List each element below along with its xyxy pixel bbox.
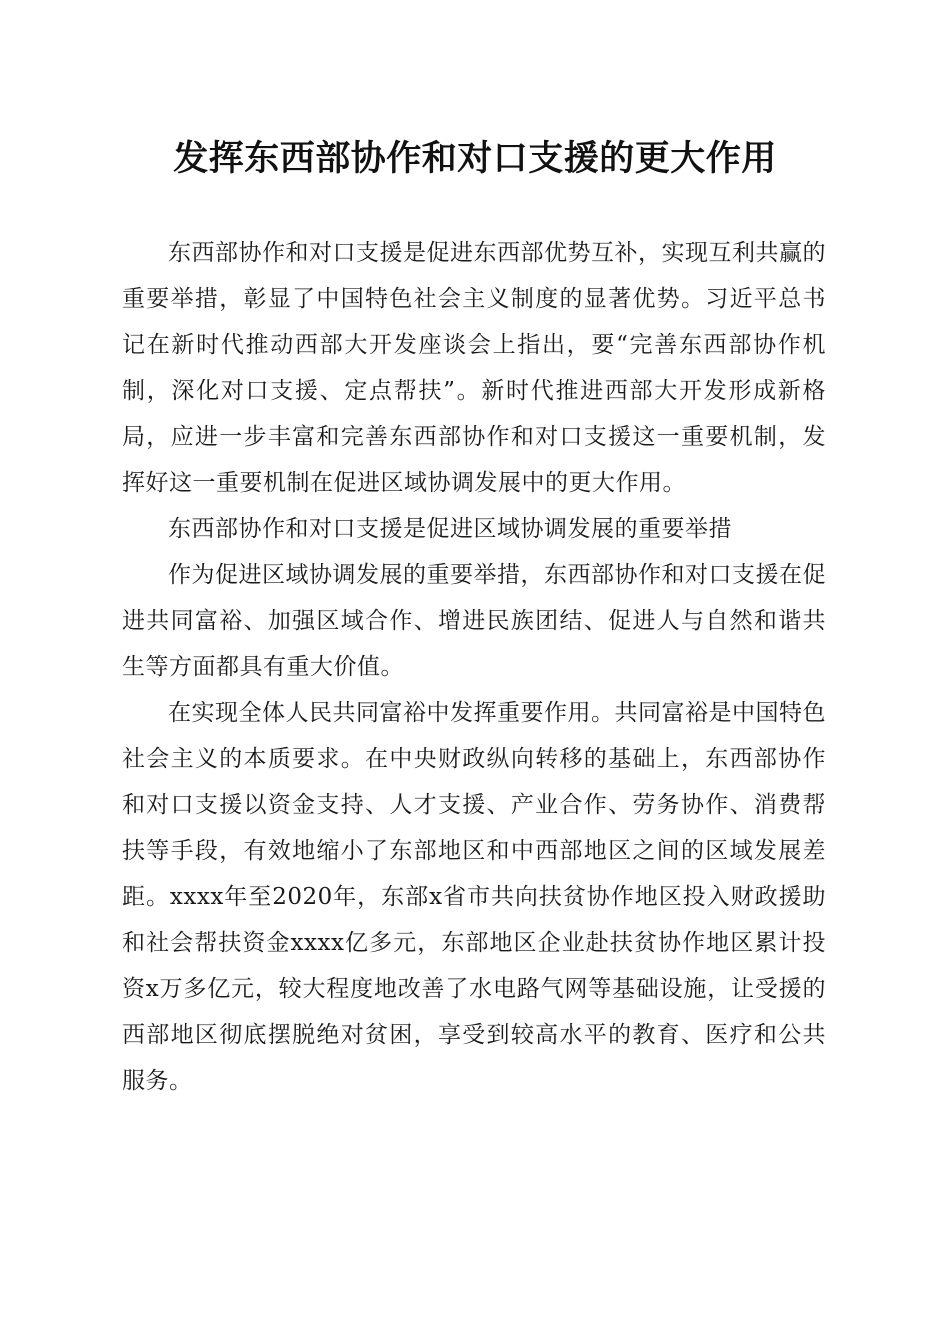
section-heading: 东西部协作和对口支援是促进区域协调发展的重要举措 — [168, 516, 732, 542]
paragraph-value: 作为促进区域协调发展的重要举措，东西部协作和对口支援在促进共同富裕、加强区域合作、增进民族团结、促进人与自然和谐共生等方面都具有重大价值。 — [122, 562, 826, 680]
paragraph-intro: 东西部协作和对口支援是促进东西部优势互补，实现互利共赢的重要举措，彰显了中国特色社会主义制度的显著优势。习近平总书记在新时代推动西部大开发座谈会上指出，要“完善东西部协作机制，深化对口支援、定点帮扶”。新时代推进西部大开发形成新格局，应进一步丰富和完善东西部协作和对口支援这一重要机制，发挥好这一重要机制在促进区域协调发展中的更大作用。 — [122, 240, 826, 496]
document-body — [122, 230, 826, 1104]
paragraph-common-prosperity: 在实现全体人民共同富裕中发挥重要作用。共同富裕是中国特色社会主义的本质要求。在中央财政纵向转移的基础上，东西部协作和对口支援以资金支持、人才支援、产业合作、劳务协作、消费帮扶等手段，有效地缩小了东部地区和中西部地区之间的区域发展差距。xxxx年至2020年，东部x省市共向扶贫协作地区投入财政援助和社会帮扶资金xxxx亿多元，东部地区企业赴扶贫协作地区累计投资x万多亿元，较大程度地改善了水电路气网等基础设施，让受援的西部地区彻底摆脱绝对贫困，享受到较高水平的教育、医疗和公共服务。 — [122, 700, 826, 1094]
document-title: 发挥东西部协作和对口支援的更大作用 — [173, 138, 777, 179]
